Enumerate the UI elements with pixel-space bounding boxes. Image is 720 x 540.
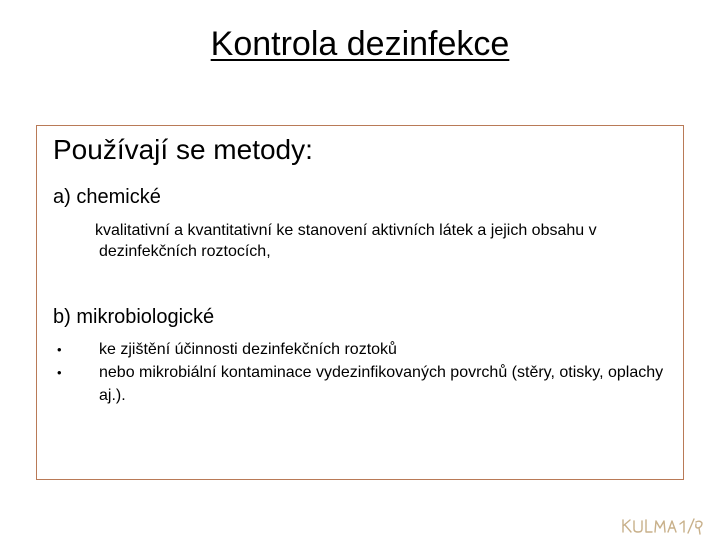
section-a-label: a) chemické xyxy=(53,186,161,208)
bullet-icon: • xyxy=(57,365,62,380)
list-item xyxy=(53,361,683,407)
section-b-label: b) mikrobiologické xyxy=(53,306,215,328)
author-signature xyxy=(620,516,706,536)
section-b-bullet-list xyxy=(53,338,683,407)
slide-title-text: Kontrola dezinfekce xyxy=(210,25,510,63)
section-a-text-line2: dezinfekčních roztocích, xyxy=(99,243,271,260)
section-a-text-line1: kvalitativní a kvantitativní ke stanovení aktivních látek a jejich obsahu v xyxy=(95,222,597,239)
methods-heading: Používají se metody: xyxy=(53,134,313,165)
list-item xyxy=(53,338,683,361)
content-box xyxy=(36,125,684,480)
bullet-icon: • xyxy=(57,342,62,357)
bullet-text: ke zjištění účinnosti dezinfekčních roztoků xyxy=(99,341,397,358)
section-a-text xyxy=(95,220,675,262)
bullet-text: nebo mikrobiální kontaminace vydezinfikovaných povrchů (stěry, otisky, oplachy aj.). xyxy=(99,364,664,404)
slide-title xyxy=(0,22,720,66)
